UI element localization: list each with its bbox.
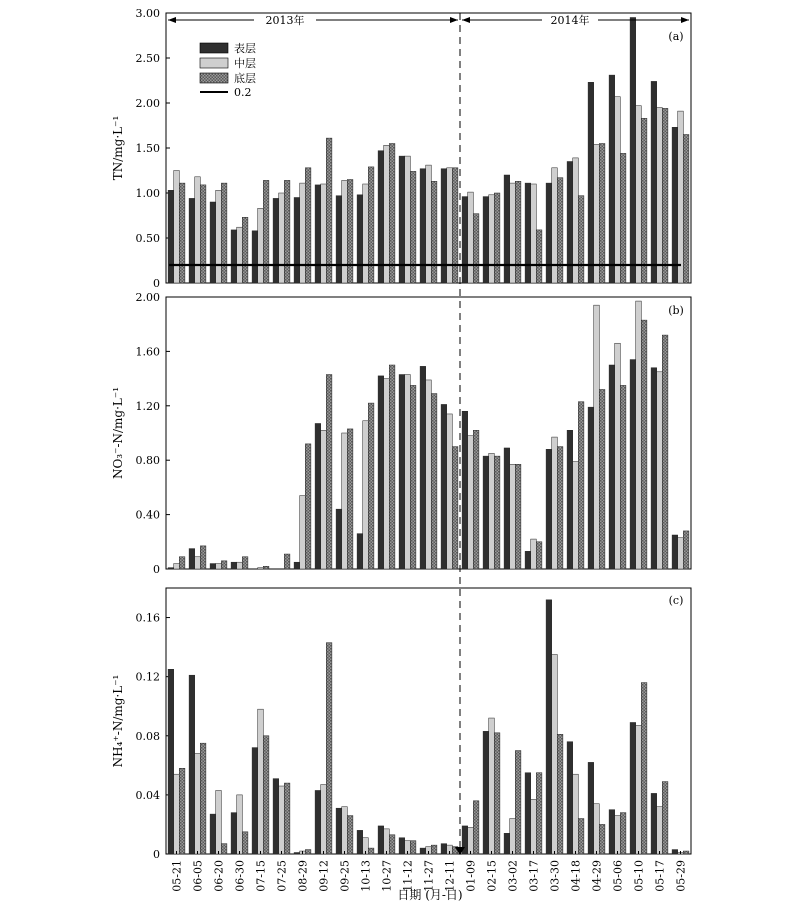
bar-bottom-10-27: [389, 835, 395, 854]
x-tick-label: 05-21: [170, 860, 184, 892]
x-tick-label: 02-15: [485, 860, 499, 892]
bar-middle-04-18: [573, 774, 579, 854]
bar-middle-09-12: [321, 184, 327, 283]
bar-bottom-09-12: [326, 643, 332, 854]
panel-b-no3: [111, 291, 691, 576]
panel-b-ylabel: NO₃⁻-N/mg·L⁻¹: [111, 386, 125, 480]
bar-bottom-04-29: [599, 144, 605, 284]
bar-bottom-10-13: [368, 848, 374, 854]
bar-surface-05-29: [672, 535, 678, 569]
bar-bottom-09-25: [347, 180, 353, 284]
bar-bottom-12-11: [452, 447, 458, 569]
bar-bottom-01-09: [473, 214, 479, 283]
bar-bottom-07-15: [263, 180, 269, 283]
bar-bottom-03-17: [536, 773, 542, 854]
bar-surface-06-30: [231, 230, 237, 283]
bar-surface-05-10: [630, 360, 636, 569]
bar-surface-05-21: [168, 568, 174, 569]
bar-bottom-06-20: [221, 183, 227, 283]
x-tick-label: 03-02: [506, 860, 520, 892]
bar-middle-03-30: [552, 437, 558, 569]
legend-swatch-bottom: [200, 73, 228, 83]
bar-middle-09-25: [342, 433, 348, 569]
bar-middle-06-05: [195, 557, 201, 569]
legend-label-middle: 中层: [234, 57, 256, 70]
y-tick-label: 0.16: [135, 611, 160, 625]
legend-label-reference: 0.2: [234, 86, 252, 99]
bar-bottom-04-18: [578, 196, 584, 283]
x-tick-label: 06-05: [191, 860, 205, 892]
y-tick-label: 0: [153, 277, 160, 290]
bar-middle-03-17: [531, 539, 537, 569]
y-tick-label: 0.50: [135, 232, 160, 245]
x-tick-label: 08-29: [296, 860, 310, 892]
bar-surface-03-17: [525, 551, 531, 569]
bar-surface-05-21: [168, 190, 174, 283]
x-tick-label: 05-10: [632, 860, 646, 892]
bar-bottom-05-06: [620, 385, 626, 569]
y-tick-label: 2.00: [135, 97, 160, 110]
panel-a-tag: (a): [668, 30, 684, 43]
period-2013-label: 2013年: [265, 14, 305, 27]
y-tick-label: 0.12: [135, 670, 160, 684]
legend-label-surface: 表层: [234, 42, 256, 55]
period-2014-label: 2014年: [550, 14, 590, 27]
bar-surface-06-05: [189, 549, 195, 569]
bar-middle-09-25: [342, 180, 348, 283]
x-tick-label: 01-09: [464, 860, 478, 892]
bar-surface-06-05: [189, 675, 195, 854]
bar-middle-06-30: [237, 562, 243, 569]
bar-bottom-04-29: [599, 389, 605, 569]
panel-a-y-ticks: [136, 7, 171, 290]
bar-middle-05-06: [615, 343, 621, 569]
bar-middle-01-09: [468, 827, 474, 854]
bar-bottom-10-13: [368, 403, 374, 569]
bar-surface-07-15: [252, 231, 258, 283]
bar-bottom-11-27: [431, 181, 437, 283]
bar-middle-07-15: [258, 709, 264, 854]
bar-middle-09-25: [342, 807, 348, 854]
bar-surface-03-30: [546, 183, 552, 283]
bar-bottom-03-17: [536, 230, 542, 283]
bar-surface-03-17: [525, 183, 531, 283]
bar-middle-05-17: [657, 108, 663, 284]
bar-middle-01-09: [468, 192, 474, 283]
bar-middle-04-29: [594, 305, 600, 569]
bar-surface-06-05: [189, 198, 195, 283]
y-tick-label: 3.00: [135, 7, 160, 20]
bar-surface-05-06: [609, 810, 615, 854]
bar-middle-12-11: [447, 414, 453, 569]
bar-bottom-09-12: [326, 375, 332, 569]
bar-middle-10-27: [384, 145, 390, 283]
x-tick-label: 10-13: [359, 860, 373, 892]
x-tick-label: 07-25: [275, 860, 289, 892]
bar-bottom-06-30: [242, 217, 248, 283]
bar-surface-10-13: [357, 830, 363, 854]
bar-middle-11-27: [426, 380, 432, 569]
bar-bottom-03-30: [557, 178, 563, 283]
bar-surface-10-27: [378, 151, 384, 283]
bar-bottom-06-30: [242, 557, 248, 569]
bar-bottom-05-17: [662, 782, 668, 854]
bar-bottom-07-25: [284, 554, 290, 569]
bar-bottom-01-09: [473, 801, 479, 854]
panel-c-ylabel: NH₄⁺-N/mg·L⁻¹: [111, 674, 125, 768]
panel-c-y-ticks: [136, 612, 171, 861]
bar-bottom-07-25: [284, 783, 290, 854]
panel-b-bars: [168, 301, 689, 569]
panel-a-tn: [111, 7, 691, 290]
x-tick-label: 07-15: [254, 860, 268, 892]
bar-bottom-05-21: [179, 183, 185, 283]
bar-surface-05-06: [609, 365, 615, 569]
bar-surface-05-17: [651, 793, 657, 854]
bar-bottom-03-02: [515, 181, 521, 283]
bar-surface-09-25: [336, 509, 342, 569]
bar-bottom-04-18: [578, 402, 584, 569]
bar-middle-03-30: [552, 655, 558, 855]
bar-surface-01-09: [462, 197, 468, 283]
bar-middle-05-10: [636, 106, 642, 283]
bar-surface-10-13: [357, 534, 363, 569]
bar-bottom-03-02: [515, 751, 521, 854]
bar-surface-03-02: [504, 448, 510, 569]
bar-bottom-11-27: [431, 845, 437, 854]
panel-b-y-ticks: [136, 291, 171, 576]
bar-middle-07-25: [279, 193, 285, 283]
bar-middle-07-25: [279, 786, 285, 854]
bar-surface-12-11: [441, 844, 447, 854]
bar-middle-10-13: [363, 184, 369, 283]
bar-surface-03-17: [525, 773, 531, 854]
bar-surface-11-27: [420, 366, 426, 569]
y-tick-label: 0.04: [135, 788, 160, 802]
bar-middle-01-09: [468, 436, 474, 569]
bar-middle-05-17: [657, 807, 663, 854]
x-tick-label: 05-06: [611, 860, 625, 892]
legend-swatch-middle: [200, 58, 228, 68]
bar-bottom-05-29: [683, 135, 689, 284]
bar-surface-10-27: [378, 376, 384, 569]
bar-middle-10-27: [384, 379, 390, 569]
bar-surface-04-29: [588, 82, 594, 283]
bar-bottom-03-30: [557, 734, 563, 854]
bar-surface-03-02: [504, 833, 510, 854]
y-tick-label: 0.40: [135, 508, 160, 522]
bar-middle-05-29: [678, 538, 684, 569]
bar-middle-10-13: [363, 421, 369, 569]
bar-middle-04-29: [594, 144, 600, 283]
y-tick-label: 1.00: [135, 187, 160, 200]
bar-surface-05-29: [672, 127, 678, 283]
x-tick-label: 10-27: [380, 860, 394, 892]
y-tick-label: 0: [153, 563, 160, 576]
bar-middle-05-21: [174, 171, 180, 284]
y-tick-label: 2.00: [135, 291, 160, 304]
y-tick-label: 0.80: [135, 454, 160, 468]
period-2014-arrow: [462, 13, 689, 27]
bar-surface-05-10: [630, 722, 636, 854]
y-tick-label: 0: [153, 848, 160, 861]
bar-surface-04-18: [567, 430, 573, 569]
bar-bottom-09-25: [347, 429, 353, 569]
bar-middle-02-15: [489, 718, 495, 854]
bar-surface-08-29: [294, 853, 300, 854]
bar-bottom-03-30: [557, 447, 563, 569]
bar-middle-07-15: [258, 208, 264, 283]
bar-bottom-05-29: [683, 851, 689, 854]
bar-surface-04-18: [567, 742, 573, 854]
bar-surface-06-20: [210, 564, 216, 569]
bar-middle-06-05: [195, 754, 201, 854]
x-tick-label: 12-11: [443, 860, 457, 892]
bar-bottom-06-05: [200, 185, 206, 283]
bar-surface-06-20: [210, 202, 216, 283]
bar-bottom-02-15: [494, 456, 500, 569]
bar-bottom-02-15: [494, 193, 500, 283]
bar-surface-08-29: [294, 562, 300, 569]
bar-surface-09-12: [315, 423, 321, 569]
bar-middle-11-12: [405, 375, 411, 569]
bar-middle-05-29: [678, 111, 684, 283]
period-2013-arrow: [168, 13, 458, 27]
bar-middle-05-06: [615, 816, 621, 854]
bar-surface-06-30: [231, 813, 237, 854]
bar-bottom-06-05: [200, 743, 206, 854]
bar-bottom-09-25: [347, 816, 353, 854]
panel-c-x-ticks: [171, 851, 688, 892]
y-tick-label: 0.08: [135, 729, 160, 743]
bar-surface-08-29: [294, 198, 300, 284]
bar-middle-05-21: [174, 564, 180, 569]
bar-middle-10-27: [384, 829, 390, 854]
x-tick-label: 11-27: [422, 860, 436, 892]
bar-surface-10-27: [378, 826, 384, 854]
x-axis-label: 日期 (月-日): [397, 888, 463, 902]
bar-bottom-04-29: [599, 824, 605, 854]
bar-bottom-10-27: [389, 144, 395, 284]
x-tick-label: 06-30: [233, 860, 247, 892]
x-tick-label: 04-29: [590, 860, 604, 892]
bar-bottom-06-20: [221, 844, 227, 854]
bar-bottom-05-21: [179, 557, 185, 569]
bar-middle-03-02: [510, 183, 516, 283]
bar-bottom-07-15: [263, 566, 269, 569]
x-tick-label: 05-17: [653, 860, 667, 892]
bar-surface-11-12: [399, 838, 405, 854]
bar-middle-06-20: [216, 790, 222, 854]
panel-c-bars: [168, 600, 689, 854]
bar-surface-11-27: [420, 848, 426, 854]
x-tick-label: 04-18: [569, 860, 583, 892]
bar-surface-06-30: [231, 562, 237, 569]
bar-surface-03-02: [504, 175, 510, 283]
bar-bottom-07-15: [263, 736, 269, 854]
bar-middle-04-18: [573, 462, 579, 569]
y-tick-label: 1.60: [135, 345, 160, 359]
bar-surface-11-12: [399, 375, 405, 569]
bar-surface-02-15: [483, 197, 489, 283]
bar-middle-02-15: [489, 195, 495, 283]
x-tick-label: 03-30: [548, 860, 562, 892]
bar-middle-08-29: [300, 496, 306, 569]
x-tick-label: 09-25: [338, 860, 352, 892]
bar-middle-06-05: [195, 177, 201, 283]
bar-middle-08-29: [300, 183, 306, 283]
x-tick-label: 06-20: [212, 860, 226, 892]
panel-a-ylabel: TN/mg·L⁻¹: [111, 115, 125, 181]
bar-surface-09-25: [336, 808, 342, 854]
bar-surface-05-29: [672, 850, 678, 854]
bar-surface-03-30: [546, 449, 552, 569]
panel-c-nh4: [111, 588, 691, 902]
bar-bottom-11-12: [410, 385, 416, 569]
panel-b-tag: (b): [668, 304, 684, 317]
bar-middle-03-17: [531, 184, 537, 283]
bar-surface-05-10: [630, 18, 636, 284]
bar-bottom-09-12: [326, 138, 332, 283]
y-tick-label: 1.50: [135, 142, 160, 155]
bar-middle-06-20: [216, 190, 222, 283]
bar-surface-04-29: [588, 762, 594, 854]
bar-surface-09-12: [315, 185, 321, 283]
bar-bottom-06-05: [200, 546, 206, 569]
bar-bottom-05-17: [662, 335, 668, 569]
bar-bottom-02-15: [494, 733, 500, 854]
bar-bottom-05-29: [683, 531, 689, 569]
bar-middle-05-17: [657, 372, 663, 569]
bar-surface-02-15: [483, 456, 489, 569]
x-tick-label: 11-12: [401, 860, 415, 892]
bar-middle-09-12: [321, 430, 327, 569]
bar-bottom-01-09: [473, 430, 479, 569]
legend-swatch-surface: [200, 43, 228, 53]
bar-bottom-05-06: [620, 153, 626, 283]
panel-c-tag: (c): [668, 594, 684, 607]
bar-surface-10-13: [357, 195, 363, 283]
bar-surface-05-21: [168, 669, 174, 854]
bar-middle-05-06: [615, 97, 621, 283]
bar-middle-06-30: [237, 227, 243, 283]
bar-bottom-11-27: [431, 394, 437, 569]
bar-bottom-03-17: [536, 542, 542, 569]
bar-surface-05-17: [651, 368, 657, 569]
legend-label-bottom: 底层: [234, 72, 256, 85]
x-tick-label: 03-17: [527, 860, 541, 892]
bar-middle-02-15: [489, 453, 495, 569]
bar-bottom-05-10: [641, 320, 647, 569]
y-tick-label: 2.50: [135, 52, 160, 65]
bar-middle-04-29: [594, 804, 600, 854]
bar-middle-07-15: [258, 568, 264, 569]
bar-surface-09-25: [336, 196, 342, 283]
bar-bottom-06-30: [242, 832, 248, 854]
bar-surface-09-12: [315, 790, 321, 854]
x-tick-label: 05-29: [674, 860, 688, 892]
bar-middle-05-21: [174, 774, 180, 854]
bar-surface-12-11: [441, 404, 447, 569]
bar-bottom-07-25: [284, 180, 290, 283]
bar-bottom-03-02: [515, 464, 521, 569]
bar-middle-03-02: [510, 819, 516, 854]
bar-bottom-04-18: [578, 819, 584, 854]
bar-surface-05-06: [609, 75, 615, 283]
bar-bottom-05-06: [620, 813, 626, 854]
x-tick-label: 09-12: [317, 860, 331, 892]
bar-middle-03-17: [531, 799, 537, 854]
bar-surface-02-15: [483, 731, 489, 854]
bar-middle-06-30: [237, 795, 243, 854]
bar-surface-07-25: [273, 779, 279, 854]
bar-middle-05-10: [636, 725, 642, 854]
bar-bottom-10-27: [389, 365, 395, 569]
bar-surface-04-29: [588, 407, 594, 569]
bar-bottom-05-21: [179, 768, 185, 854]
bar-middle-09-12: [321, 785, 327, 854]
bar-surface-07-25: [273, 198, 279, 283]
bar-bottom-11-12: [410, 171, 416, 283]
bar-bottom-06-20: [221, 561, 227, 569]
y-tick-label: 1.20: [135, 399, 160, 413]
bar-bottom-11-12: [410, 841, 416, 854]
bar-surface-01-09: [462, 411, 468, 569]
bar-surface-03-30: [546, 600, 552, 854]
bar-bottom-05-10: [641, 118, 647, 283]
bar-surface-05-17: [651, 81, 657, 283]
bar-bottom-05-10: [641, 683, 647, 854]
bar-bottom-05-17: [662, 108, 668, 283]
legend: [200, 41, 256, 99]
bar-surface-06-20: [210, 814, 216, 854]
bar-middle-06-20: [216, 564, 222, 569]
bar-surface-07-15: [252, 748, 258, 854]
bar-bottom-08-29: [305, 850, 311, 854]
bar-bottom-08-29: [305, 444, 311, 569]
bar-middle-05-10: [636, 301, 642, 569]
bar-middle-03-02: [510, 464, 516, 569]
